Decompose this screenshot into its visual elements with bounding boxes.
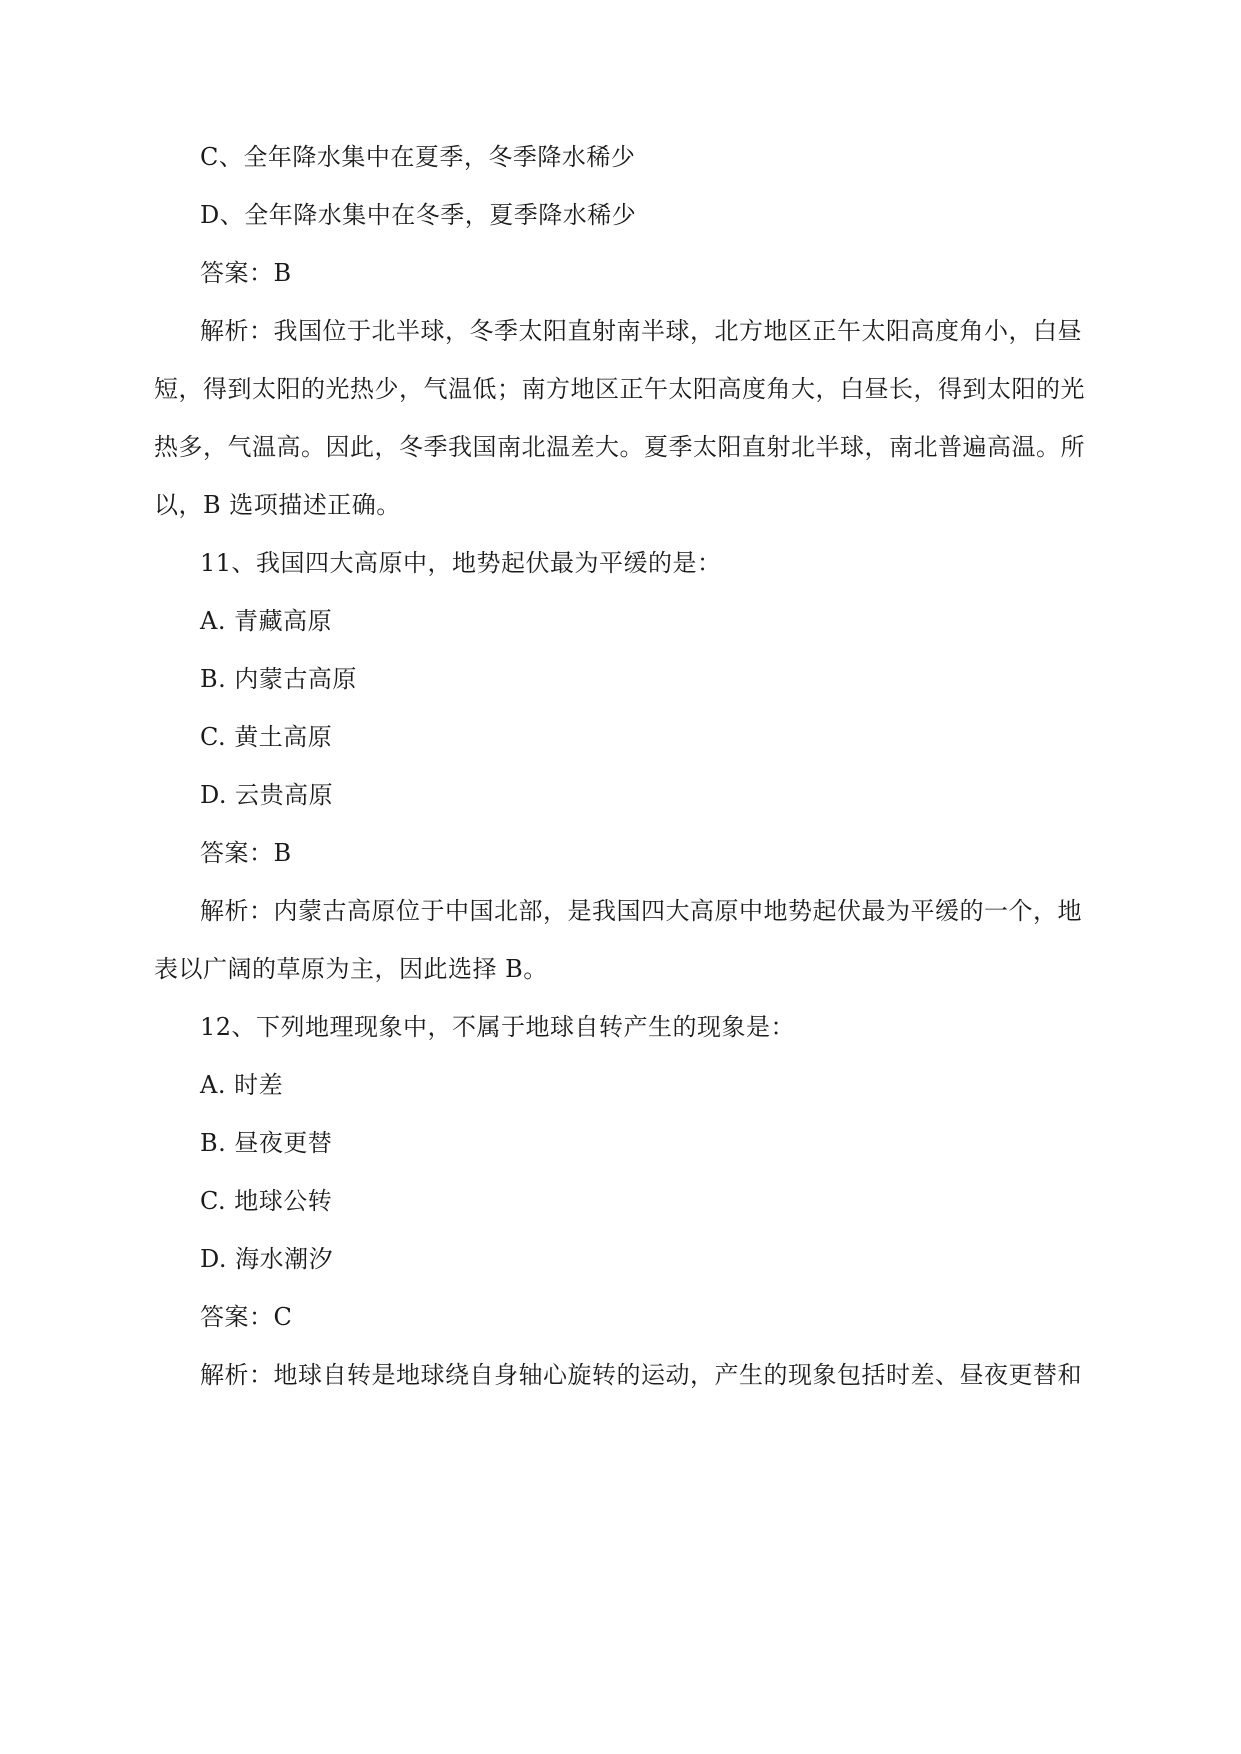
- q10-analysis-line: 热多，气温高。因此，冬季我国南北温差大。夏季太阳直射北半球，南北普遍高温。所: [154, 433, 1085, 461]
- q12-question: 12、下列地理现象中，不属于地球自转产生的现象是：: [200, 1013, 796, 1041]
- q11-question: 11、我国四大高原中，地势起伏最为平缓的是：: [200, 549, 722, 577]
- q12-option-b: B. 昼夜更替: [200, 1129, 333, 1157]
- page-content: [154, 143, 1085, 1421]
- q11-analysis-line: 解析：内蒙古高原位于中国北部，是我国四大高原中地势起伏最为平缓的一个，地: [200, 897, 1082, 925]
- q10-option-d: D、全年降水集中在冬季，夏季降水稀少: [200, 201, 637, 229]
- q10-analysis-line: 短，得到太阳的光热少，气温低；南方地区正午太阳高度角大，白昼长，得到太阳的光: [154, 375, 1085, 403]
- q11-option-b: B. 内蒙古高原: [200, 665, 357, 693]
- q10-analysis-line: 解析：我国位于北半球，冬季太阳直射南半球，北方地区正午太阳高度角小，白昼: [200, 317, 1082, 345]
- q12-answer: 答案：C: [200, 1303, 293, 1331]
- q12-option-c: C. 地球公转: [200, 1187, 333, 1215]
- q12-option-d: D. 海水潮汐: [200, 1245, 334, 1273]
- q11-analysis-line: 表以广阔的草原为主，因此选择 B。: [154, 955, 548, 983]
- q10-analysis-line: 以，B 选项描述正确。: [154, 491, 401, 519]
- q11-answer: 答案：B: [200, 839, 292, 867]
- q11-option-a: A. 青藏高原: [200, 607, 333, 635]
- q12-analysis-line: 解析：地球自转是地球绕自身轴心旋转的运动，产生的现象包括时差、昼夜更替和: [200, 1361, 1082, 1389]
- q10-answer: 答案：B: [200, 259, 292, 287]
- q12-option-a: A. 时差: [200, 1071, 284, 1099]
- q11-option-d: D. 云贵高原: [200, 781, 334, 809]
- q11-option-c: C. 黄土高原: [200, 723, 333, 751]
- q10-option-c: C、全年降水集中在夏季，冬季降水稀少: [200, 143, 636, 171]
